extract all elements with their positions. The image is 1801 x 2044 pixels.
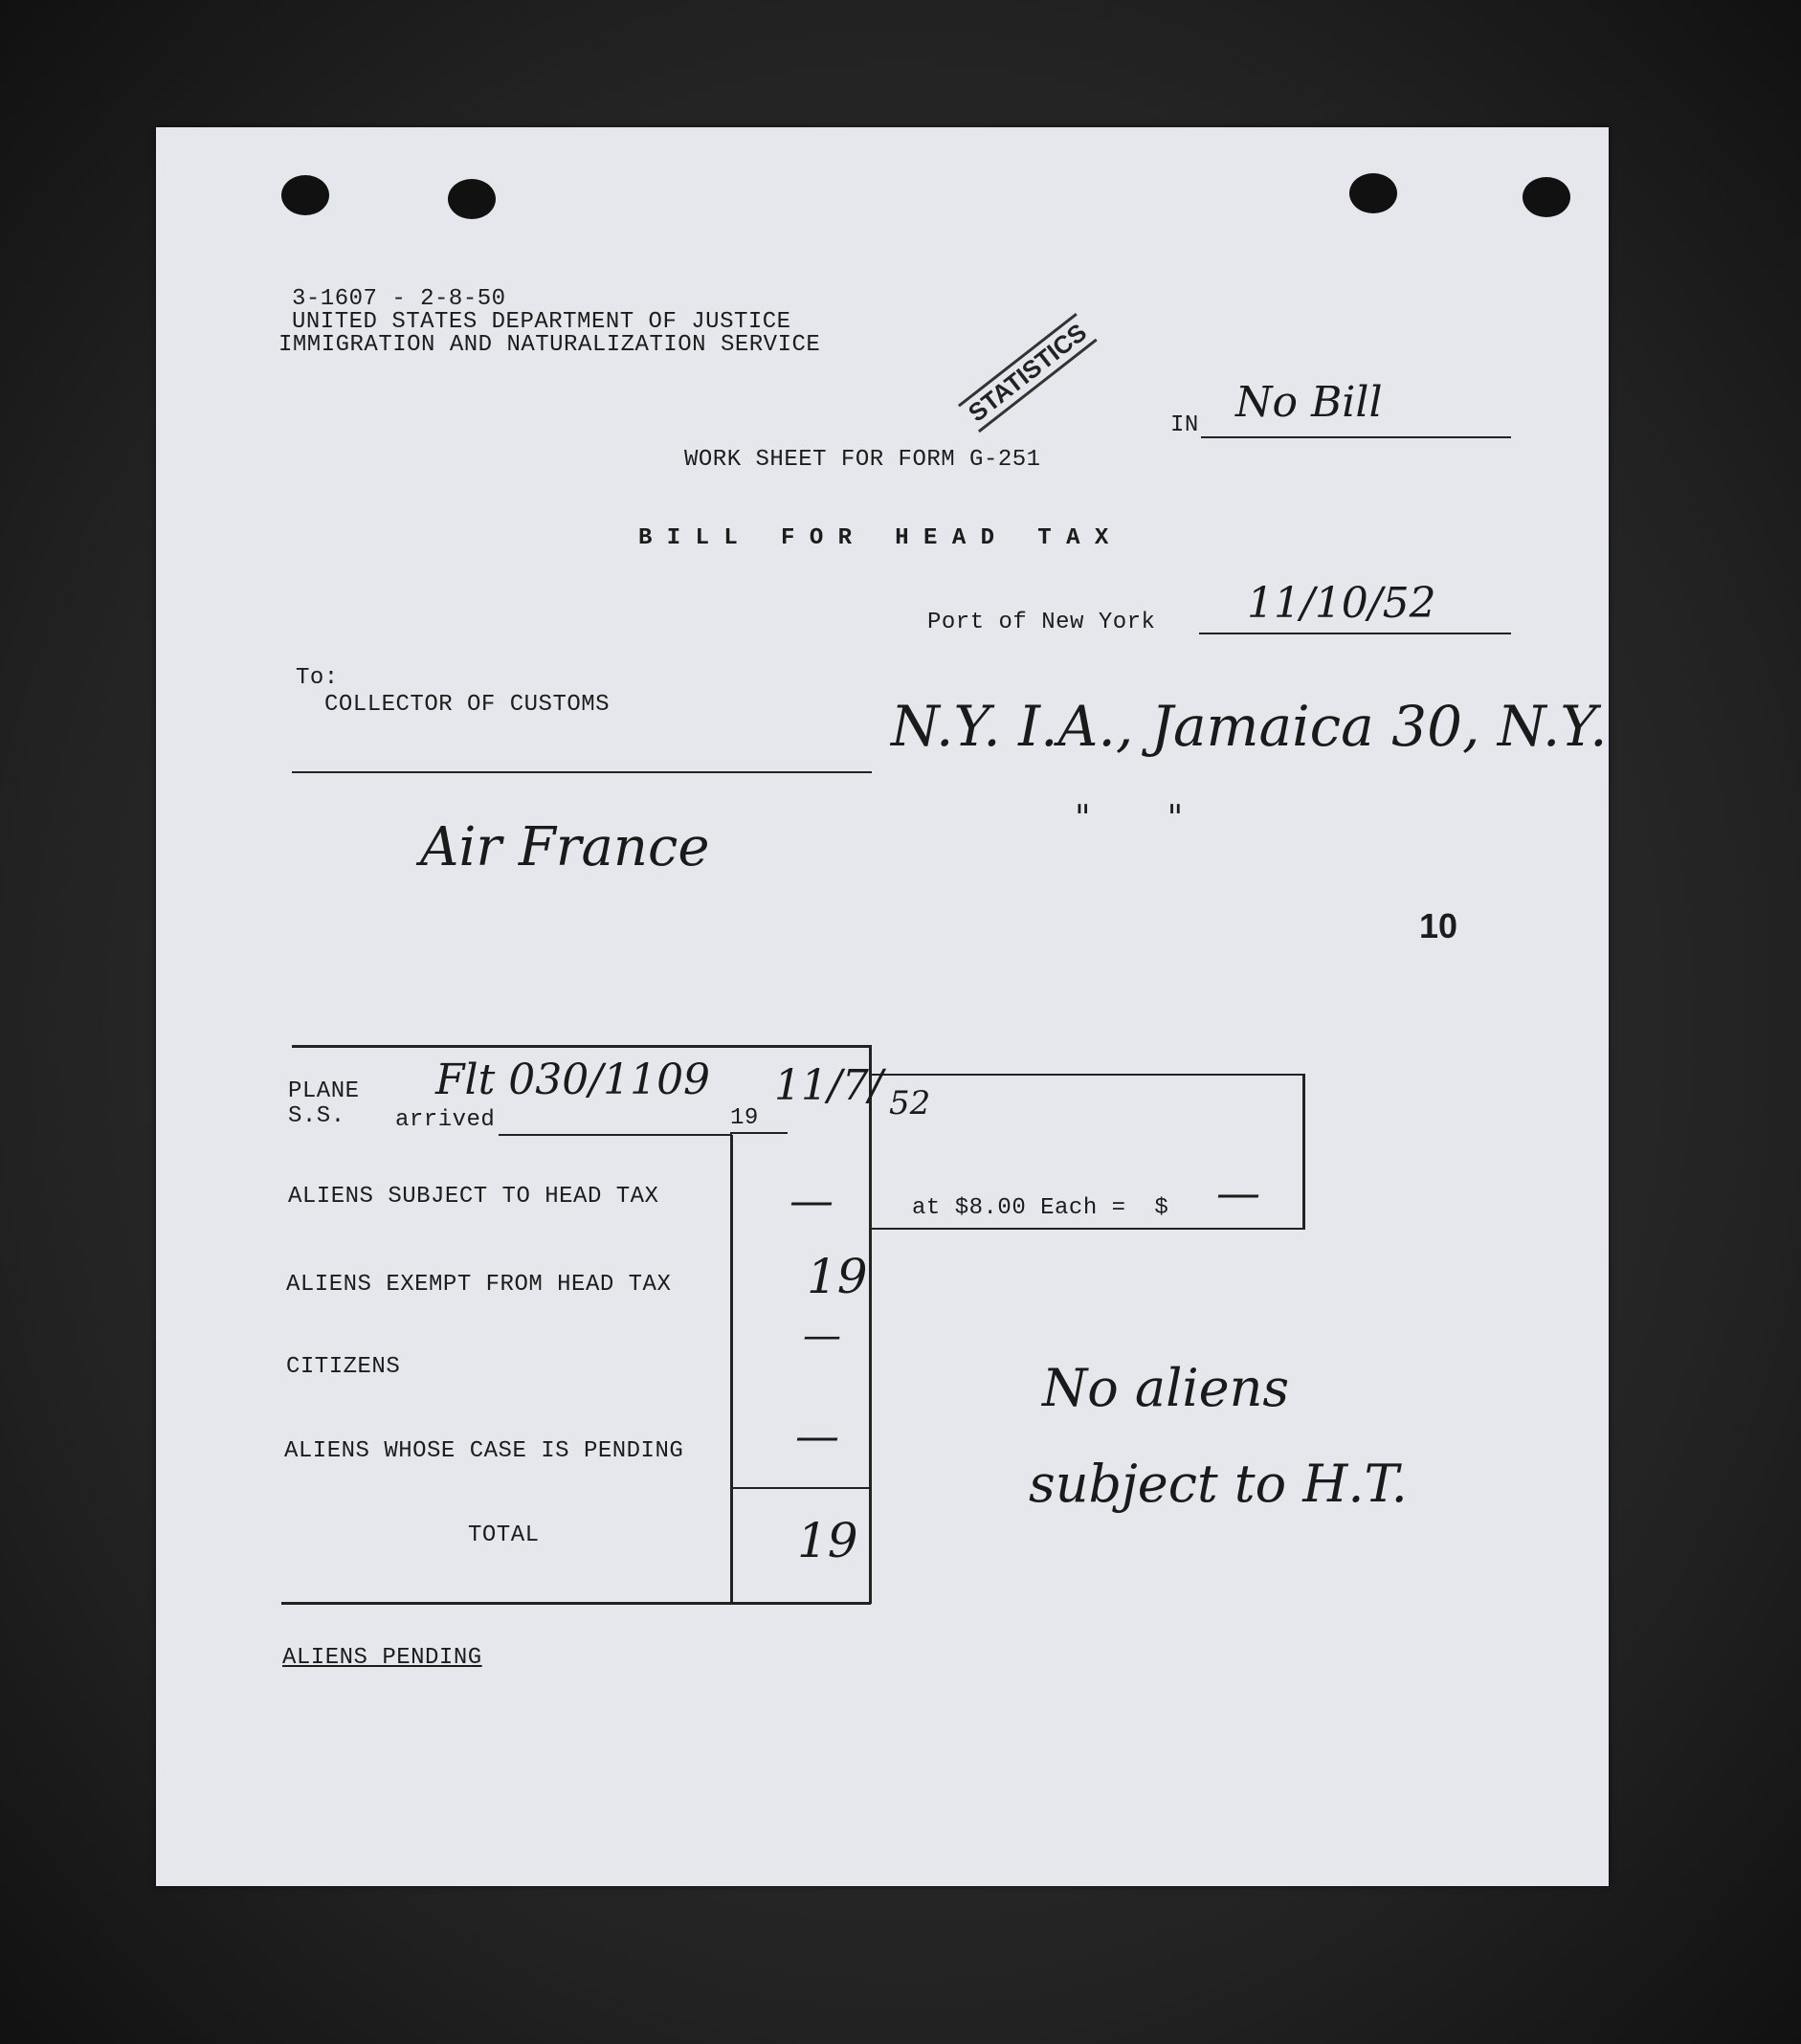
form-code: 3-1607 - 2-8-50 bbox=[292, 286, 506, 312]
to-label: To: bbox=[296, 665, 339, 691]
statistics-stamp: STATISTICS bbox=[958, 313, 1098, 433]
total-label: TOTAL bbox=[468, 1522, 540, 1548]
port-date-handwritten: 11/10/52 bbox=[1247, 579, 1436, 628]
row-value-exempt: 19 bbox=[807, 1249, 868, 1304]
document-page bbox=[156, 127, 1609, 1886]
punch-hole-1 bbox=[281, 175, 329, 215]
punch-hole-4 bbox=[1523, 177, 1570, 217]
flight-handwritten: Flt 030/1109 bbox=[435, 1055, 711, 1104]
recipient-name: COLLECTOR OF CUSTOMS bbox=[324, 692, 611, 718]
note-line-2: subject to H.T. bbox=[1029, 1454, 1408, 1514]
worksheet-title: WORK SHEET FOR FORM G-251 bbox=[684, 447, 1041, 473]
arrived-underline bbox=[499, 1134, 732, 1136]
row-value-citizens: — bbox=[803, 1314, 841, 1358]
plane-label: PLANE bbox=[288, 1078, 360, 1104]
row-label-citizens: CITIZENS bbox=[286, 1354, 401, 1380]
year-underline bbox=[730, 1132, 788, 1134]
service-name: IMMIGRATION AND NATURALIZATION SERVICE bbox=[278, 332, 821, 358]
year-prefix: 19 bbox=[730, 1105, 759, 1131]
arrived-label: arrived bbox=[395, 1107, 496, 1133]
table-right-outer bbox=[869, 1045, 872, 1604]
ditto-marks: " " bbox=[1075, 799, 1184, 838]
in-label: IN bbox=[1170, 412, 1199, 438]
rate-box-right bbox=[1302, 1074, 1305, 1230]
date-underline bbox=[1199, 633, 1511, 634]
note-line-1: No aliens bbox=[1042, 1358, 1290, 1418]
value-col-left bbox=[730, 1135, 733, 1604]
ss-label: S.S. bbox=[288, 1103, 345, 1129]
address-handwritten: N.Y. I.A., Jamaica 30, N.Y. bbox=[891, 694, 1608, 759]
row-value-pending: — bbox=[795, 1410, 839, 1461]
rate-value: — bbox=[1216, 1166, 1260, 1218]
rate-box-bottom bbox=[870, 1228, 1304, 1230]
bill-title: B I L L F O R H E A D T A X bbox=[638, 525, 1109, 551]
total-top-rule bbox=[730, 1487, 870, 1489]
recipient-underline bbox=[292, 771, 872, 773]
row-label-pending: ALIENS WHOSE CASE IS PENDING bbox=[284, 1438, 684, 1464]
row-value-subject: — bbox=[789, 1174, 834, 1226]
punch-hole-2 bbox=[448, 179, 496, 219]
table-top-rule bbox=[292, 1045, 870, 1048]
port-label: Port of New York bbox=[927, 610, 1156, 635]
total-value: 19 bbox=[797, 1513, 858, 1568]
page-number: 10 bbox=[1419, 906, 1458, 945]
row-label-exempt: ALIENS EXEMPT FROM HEAD TAX bbox=[286, 1272, 672, 1298]
in-underline bbox=[1201, 436, 1511, 438]
rate-text: at $8.00 Each = $ bbox=[912, 1195, 1169, 1221]
punch-hole-3 bbox=[1349, 173, 1397, 213]
department-name: UNITED STATES DEPARTMENT OF JUSTICE bbox=[292, 309, 791, 335]
arrived-date-handwritten: 11/7/ bbox=[774, 1061, 883, 1110]
aliens-pending-label: ALIENS PENDING bbox=[282, 1645, 482, 1671]
table-bottom-rule bbox=[281, 1602, 871, 1605]
carrier-handwritten: Air France bbox=[420, 816, 710, 878]
year-handwritten: 52 bbox=[889, 1084, 931, 1122]
rate-box-top bbox=[870, 1074, 1302, 1076]
row-label-subject: ALIENS SUBJECT TO HEAD TAX bbox=[288, 1184, 659, 1210]
in-value-handwritten: No Bill bbox=[1235, 378, 1383, 427]
